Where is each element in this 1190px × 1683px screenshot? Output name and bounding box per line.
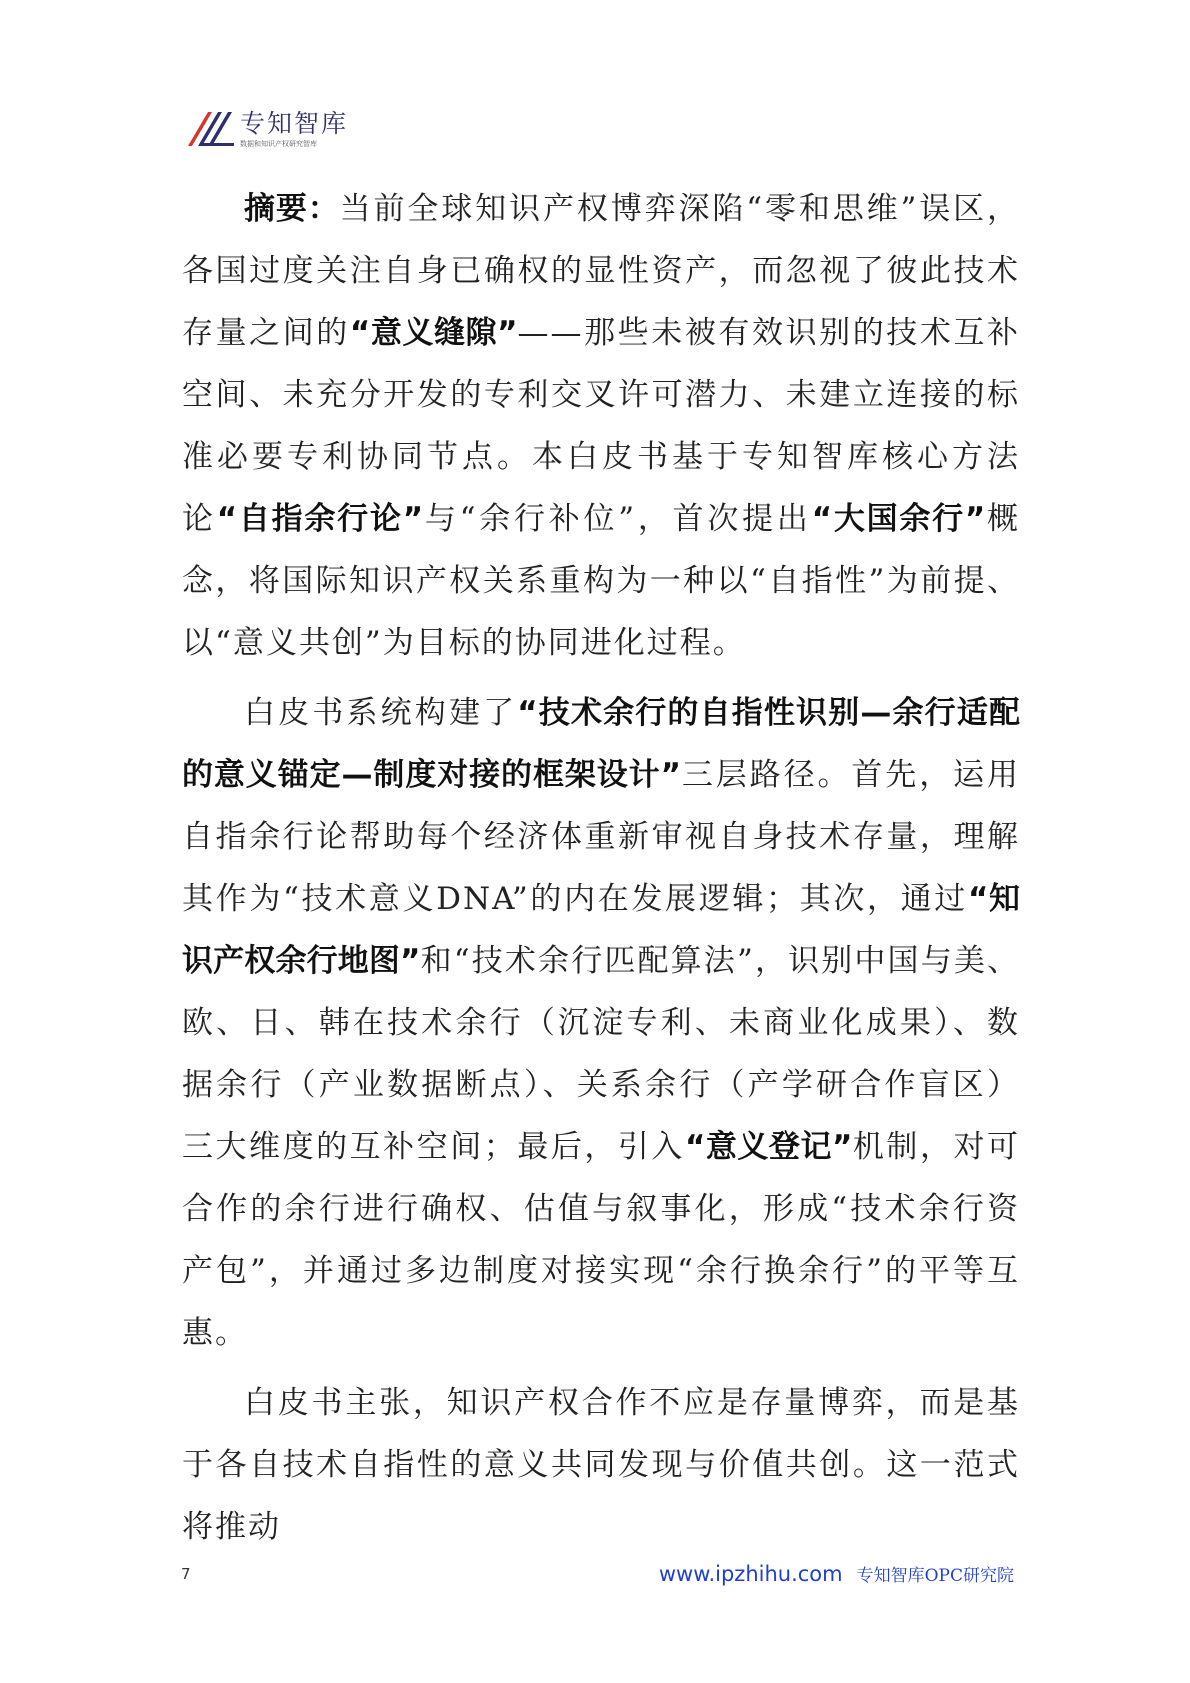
body-text: 和“技术余行匹配算法”，识别中国与美、欧、日、韩在技术余行（沉淀专利、未商业化成果）、数据余行（产业数据断点）、关系余行（产学研合作盲区）三大维度的互补空间；最后，引入 — [182, 943, 1020, 1165]
body-text: 三层路径。首先，运用自指余行论帮助每个经济体重新审视自身技术存量，理解其作为“技术意义DNA”的内在发展逻辑；其次，通过 — [182, 757, 1021, 917]
body-text: 概念，将国际知识产权关系重构为一种以“自指性”为前提、以“意义共创”为目标的协同进化过程。 — [182, 501, 1021, 661]
main-content — [182, 178, 1020, 1558]
body-text: ——那些未被有效识别的技术互补空间、未充分开发的专利交叉许可潜力、未建立连接的标准必要专利协同节点。本白皮书基于专知智库核心方法论 — [182, 315, 1021, 537]
emphasis-text: “知识产权余行地图” — [182, 881, 1020, 979]
body-text: 当前全球知识产权博弈深陷“零和思维”误区，各国过度关注自身已确权的显性资产，而忽视了彼此技术存量之间的 — [182, 191, 1020, 351]
logo-title: 专知智库 — [240, 109, 349, 138]
body-text: 机制，对可合作的余行进行确权、估值与叙事化，形成“技术余行资产包”，并通过多边制度对接实现“余行换余行”的平等互惠。 — [182, 1129, 1021, 1351]
emphasis-text: “意义登记” — [684, 1129, 853, 1165]
abstract-paragraph — [182, 178, 1020, 674]
page-number: 7 — [181, 1565, 191, 1583]
footer-organization: 专知智库OPC研究院 — [856, 1566, 1014, 1586]
body-text: 与“余行补位”，首次提出 — [423, 501, 812, 537]
emphasis-text: “意义缝隙” — [349, 315, 518, 351]
body-text: 白皮书系统构建了 — [244, 695, 518, 731]
body-text: 白皮书主张，知识产权合作不应是存量博弈，而是基于各自技术自指性的意义共同发现与价值共创。这一范式将推动 — [182, 1385, 1020, 1545]
proposition-paragraph — [182, 1372, 1020, 1558]
framework-paragraph — [182, 682, 1020, 1364]
emphasis-text: “自指余行论” — [216, 501, 424, 537]
emphasis-text: “大国余行” — [811, 501, 986, 537]
emphasis-text: 摘要： — [244, 191, 340, 227]
footer — [659, 1561, 1014, 1586]
logo-subtitle: 数据和知识产权研究智库 — [240, 140, 317, 148]
footer-url-link[interactable]: www.ipzhihu.com — [658, 1562, 843, 1586]
logo-mark-icon — [186, 110, 236, 148]
logo — [186, 110, 348, 149]
emphasis-text: “技术余行的自指性识别—余行适配的意义锚定—制度对接的框架设计” — [182, 695, 1021, 793]
